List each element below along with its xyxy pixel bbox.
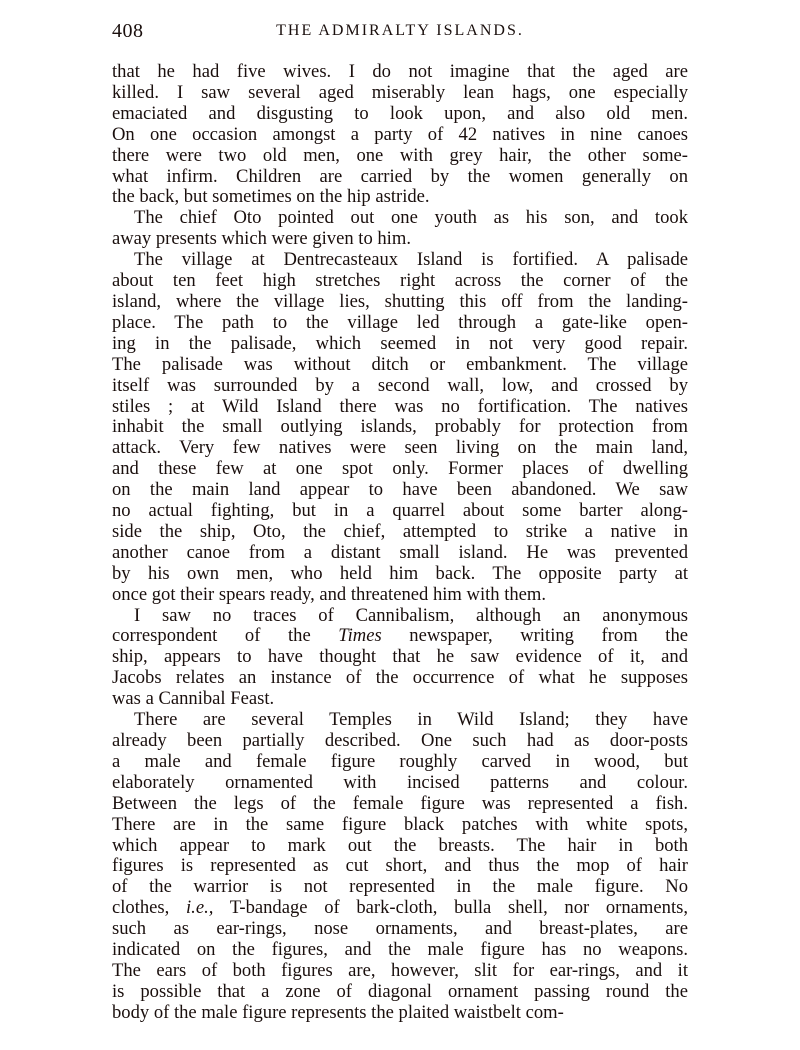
text-line: another canoe from a distant small island. He was prevented: [112, 541, 688, 563]
text-line: I saw no traces of Cannibalism, although an anonymous: [134, 604, 688, 626]
text-line: killed. I saw several aged miserably lean hags, one especially: [112, 81, 688, 103]
text-line: what infirm. Children are carried by the women generally on: [112, 165, 688, 187]
text-line: itself was surrounded by a second wall, low, and crossed by: [112, 374, 688, 396]
text-line: once got their spears ready, and threatened him with them.: [112, 583, 547, 605]
text-line: of the warrior is not represented in the male figure. No: [112, 876, 688, 898]
text-line: correspondent of the Times newspaper, writing from the: [112, 625, 688, 647]
text-line: Jacobs relates an instance of the occurrence of what he supposes: [112, 667, 688, 689]
page-number: 408: [112, 20, 144, 42]
text-line: was a Cannibal Feast.: [112, 688, 275, 710]
paragraph: [112, 710, 688, 1024]
text-line: island, where the village lies, shutting this off from the landing-: [112, 290, 688, 312]
text-line: body of the male figure represents the plaited waistbelt com-: [112, 1001, 564, 1023]
text-line: such as ear-rings, nose ornaments, and breast-plates, are: [112, 918, 688, 940]
text-line: Between the legs of the female figure was represented a fish.: [112, 792, 688, 814]
running-title: THE ADMIRALTY ISLANDS.: [276, 22, 524, 39]
text-line: attack. Very few natives were seen living on the main land,: [112, 437, 688, 459]
paragraph: [112, 62, 688, 208]
text-line: there were two old men, one with grey hair, the other some-: [112, 144, 688, 166]
text-line: on the main land appear to have been abandoned. We saw: [112, 479, 688, 501]
text-line: The ears of both figures are, however, slit for ear-rings, and it: [112, 959, 688, 981]
book-page: [112, 16, 688, 1024]
text-line: by his own men, who held him back. The opposite party at: [112, 562, 688, 584]
text-line: ship, appears to have thought that he saw evidence of it, and: [112, 646, 688, 668]
text-line: There are several Temples in Wild Island; they have: [134, 709, 688, 731]
paragraph: [112, 208, 688, 250]
text-line: clothes, i.e., T-bandage of bark-cloth, bulla shell, nor ornaments,: [112, 897, 688, 919]
paragraph: [112, 250, 688, 605]
text-line: ing in the palisade, which seemed in not very good repair.: [112, 332, 688, 354]
text-line: side the ship, Oto, the chief, attempted to strike a native in: [112, 520, 688, 542]
italic-term: i.e.,: [186, 897, 214, 919]
text-line: is possible that a zone of diagonal ornament passing round the: [112, 980, 688, 1002]
text-line: already been partially described. One such had as door-posts: [112, 730, 688, 751]
text-line: a male and female figure roughly carved in wood, but: [112, 750, 688, 772]
running-head: [112, 16, 688, 48]
body-text: [112, 62, 688, 1024]
text-line: elaborately ornamented with incised patterns and colour.: [112, 771, 688, 793]
text-line: On one occasion amongst a party of 42 natives in nine canoes: [112, 123, 688, 145]
text-line: figures is represented as cut short, and thus the mop of hair: [112, 855, 688, 877]
text-line: inhabit the small outlying islands, probably for protection from: [112, 416, 688, 438]
text-line: and these few at one spot only. Former places of dwelling: [112, 458, 688, 480]
text-line: The chief Oto pointed out one youth as his son, and took: [134, 207, 688, 229]
text-line: indicated on the figures, and the male figure has no weapons.: [112, 939, 688, 961]
text-line: place. The path to the village led through a gate-like open-: [112, 311, 688, 333]
text-line: no actual fighting, but in a quarrel about some barter along-: [112, 500, 688, 522]
text-line: emaciated and disgusting to look upon, and also old men.: [112, 102, 688, 124]
text-line: the back, but sometimes on the hip astride.: [112, 186, 430, 208]
text-line: The palisade was without ditch or embankment. The village: [112, 353, 688, 375]
text-line: that he had five wives. I do not imagine that the aged are: [112, 61, 688, 82]
text-line: which appear to mark out the breasts. The hair in both: [112, 834, 688, 856]
text-line: about ten feet high stretches right across the corner of the: [112, 270, 688, 292]
text-line: There are in the same figure black patches with white spots,: [112, 813, 688, 835]
text-line: The village at Dentrecasteaux Island is fortified. A palisade: [134, 249, 688, 271]
text-line: stiles ; at Wild Island there was no fortification. The natives: [112, 395, 688, 417]
text-line: away presents which were given to him.: [112, 228, 411, 250]
italic-term: Times: [338, 625, 382, 647]
paragraph: [112, 606, 688, 711]
